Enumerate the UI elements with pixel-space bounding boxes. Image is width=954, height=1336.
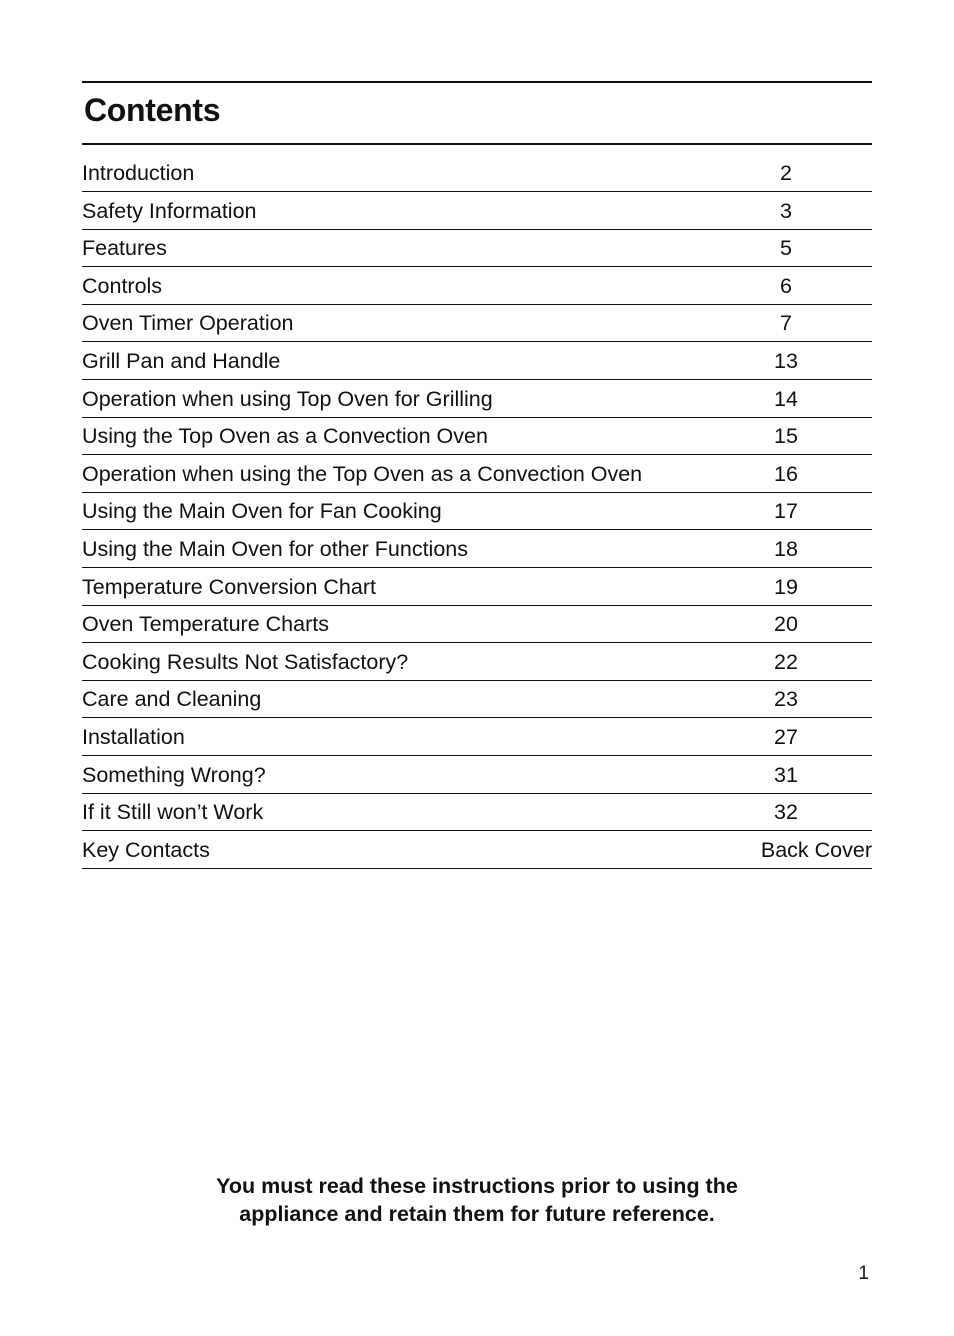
toc-entry-page: 19 — [774, 574, 798, 599]
toc-entry — [82, 155, 872, 192]
toc-entry-page: 32 — [774, 800, 798, 825]
toc-entry-title: Using the Top Oven as a Convection Oven — [82, 424, 488, 449]
toc-entry-title: Temperature Conversion Chart — [82, 574, 376, 599]
toc-entry — [82, 569, 872, 606]
toc-entry-title: Key Contacts — [82, 837, 210, 862]
toc-entry-title: Safety Information — [82, 198, 257, 223]
page-number: 1 — [858, 1263, 869, 1284]
top-divider — [82, 81, 872, 83]
toc-entry-page: 15 — [774, 424, 798, 449]
toc-entry-title: Controls — [82, 273, 163, 298]
toc-entry — [82, 681, 872, 718]
toc-entry-page: 5 — [780, 236, 792, 261]
toc-entry — [82, 305, 872, 342]
toc-entry-title: Using the Main Oven for Fan Cooking — [82, 499, 442, 524]
toc-entry-page: 3 — [780, 198, 792, 223]
toc-entry — [82, 644, 872, 681]
toc-entry-title: Oven Temperature Charts — [82, 612, 329, 637]
toc-entry — [82, 606, 872, 643]
reading-notice — [0, 1172, 954, 1228]
toc-entry — [82, 193, 872, 230]
table-of-contents — [82, 155, 872, 869]
toc-entry — [82, 230, 872, 267]
toc-entry-title: Operation when using the Top Oven as a Convection Oven — [82, 461, 643, 486]
toc-entry-title: Operation when using Top Oven for Grilling — [82, 386, 493, 411]
toc-entry-page: 16 — [774, 461, 798, 486]
notice-line-2: appliance and retain them for future reference. — [239, 1202, 715, 1226]
toc-entry-title: If it Still won’t Work — [82, 800, 264, 825]
page-title: Contents — [84, 92, 221, 128]
toc-entry-title: Grill Pan and Handle — [82, 348, 281, 373]
toc-entry — [82, 381, 872, 418]
toc-entry-page: 2 — [780, 161, 792, 185]
toc-entry — [82, 832, 872, 869]
toc-entry — [82, 268, 872, 305]
toc-entry-page: 13 — [774, 348, 798, 373]
toc-entry — [82, 456, 872, 493]
toc-entry — [82, 794, 872, 831]
toc-entry-title: Care and Cleaning — [82, 687, 262, 712]
toc-entry-page: 22 — [774, 649, 798, 674]
toc-entry-page: Back Cover — [760, 837, 872, 862]
toc-entry — [82, 493, 872, 530]
toc-entry-title: Installation — [82, 724, 185, 749]
toc-entry-title: Something Wrong? — [82, 762, 266, 787]
title-divider — [82, 143, 872, 145]
toc-entry-title: Using the Main Oven for other Functions — [82, 536, 468, 561]
toc-entry — [82, 757, 872, 794]
toc-entry — [82, 418, 872, 455]
toc-entry-page: 27 — [774, 724, 798, 749]
toc-entry-page: 6 — [780, 273, 792, 298]
toc-entry-page: 14 — [774, 386, 798, 411]
toc-entry-title: Features — [82, 236, 167, 261]
toc-entry-page: 31 — [774, 762, 798, 787]
toc-entry-page: 18 — [774, 536, 798, 561]
toc-entry-page: 20 — [774, 612, 798, 637]
notice-line-1: You must read these instructions prior to using the — [216, 1174, 738, 1198]
toc-entry-page: 17 — [774, 499, 798, 524]
toc-entry — [82, 719, 872, 756]
toc-entry-title: Oven Timer Operation — [82, 311, 294, 336]
toc-entry-title: Introduction — [82, 161, 195, 185]
toc-entry-title: Cooking Results Not Satisfactory? — [82, 649, 409, 674]
toc-entry — [82, 531, 872, 568]
toc-entry-page: 7 — [780, 311, 792, 336]
toc-entry — [82, 343, 872, 380]
toc-entry-page: 23 — [774, 687, 798, 712]
